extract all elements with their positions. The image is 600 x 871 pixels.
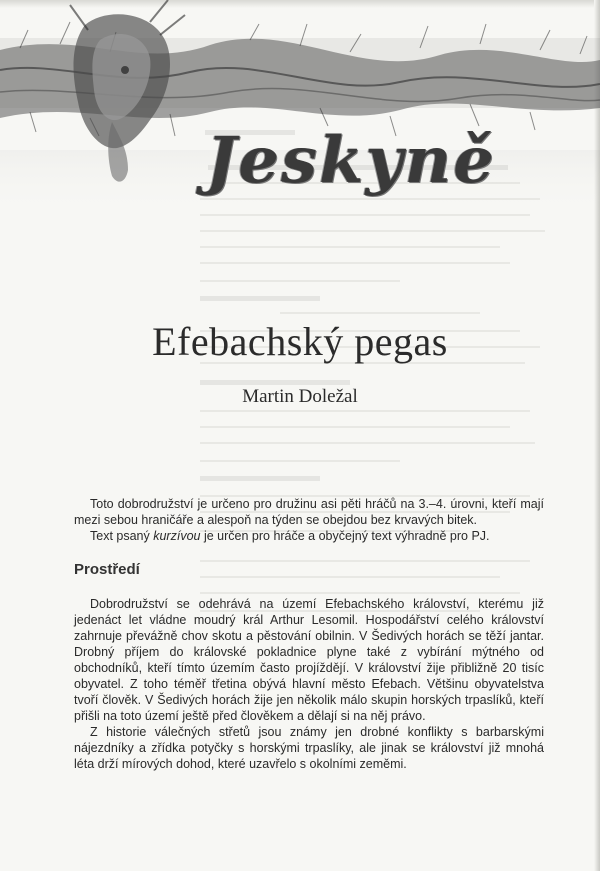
article-body bbox=[74, 496, 544, 772]
intro-note-text-after: je určen pro hráče a obyčejný text výhradně pro PJ. bbox=[200, 529, 490, 543]
show-through-line bbox=[200, 296, 320, 301]
intro-note-italic-word: kurzívou bbox=[153, 529, 201, 543]
show-through-line bbox=[200, 280, 400, 282]
intro-paragraph: Toto dobrodružství je určeno pro družinu asi pěti hráčů na 3.–4. úrovni, kteří mají mezi sebou hraničáře a alespoň na týden se obejdou bez krvavých bitek. bbox=[74, 497, 544, 527]
show-through-line bbox=[200, 262, 510, 264]
section-title: Jeskyně bbox=[206, 123, 496, 198]
article-title: Efebachský pegas bbox=[152, 319, 448, 364]
section-heading: Prostředí bbox=[74, 561, 140, 578]
intro-note-text-before: Text psaný bbox=[90, 529, 154, 543]
show-through-line bbox=[200, 410, 530, 412]
show-through-line bbox=[200, 442, 535, 444]
show-through-line bbox=[200, 460, 400, 462]
body-paragraph: Dobrodružství se odehrává na území Efebachského království, kterému již jedenáct let vládne moudrý král Arthur Lesomil. Hospodářství celého království zahrnuje převážně chov skotu a pěstování obilnin. V Šedivých horách se těží jantar. Drobný příjem do královské pokladnice plyne také z vybírání mýtného od obchodníků, kteří tímto územím často projíždějí. V království žije přibližně 20 tisíc obyvatel. Z toho téměř třetina obývá hlavní město Efebach. Většinu obyvatelstva tvoří člověk. V Šedivých horách žije jen několik málo skupin horských trpaslíků, kteří přišli na toto území ještě před člověkem a dělají si na něj právo. bbox=[74, 597, 544, 723]
article-author: Martin Doležal bbox=[242, 386, 358, 407]
show-through-line bbox=[200, 380, 350, 385]
body-paragraph: Z historie válečných střetů jsou známy jen drobné konflikty s barbarskými nájezdníky a zřídka potyčky s horskými trpaslíky, ale jinak se království již mnohá léta drží mírových dohod, které uzavřelo s okolními zeměmi. bbox=[74, 725, 544, 771]
show-through-line bbox=[200, 426, 510, 428]
show-through-line bbox=[200, 230, 545, 232]
show-through-line bbox=[200, 246, 500, 248]
intro-note-paragraph bbox=[74, 528, 544, 544]
show-through-line bbox=[200, 476, 320, 481]
show-through-line bbox=[280, 312, 480, 314]
